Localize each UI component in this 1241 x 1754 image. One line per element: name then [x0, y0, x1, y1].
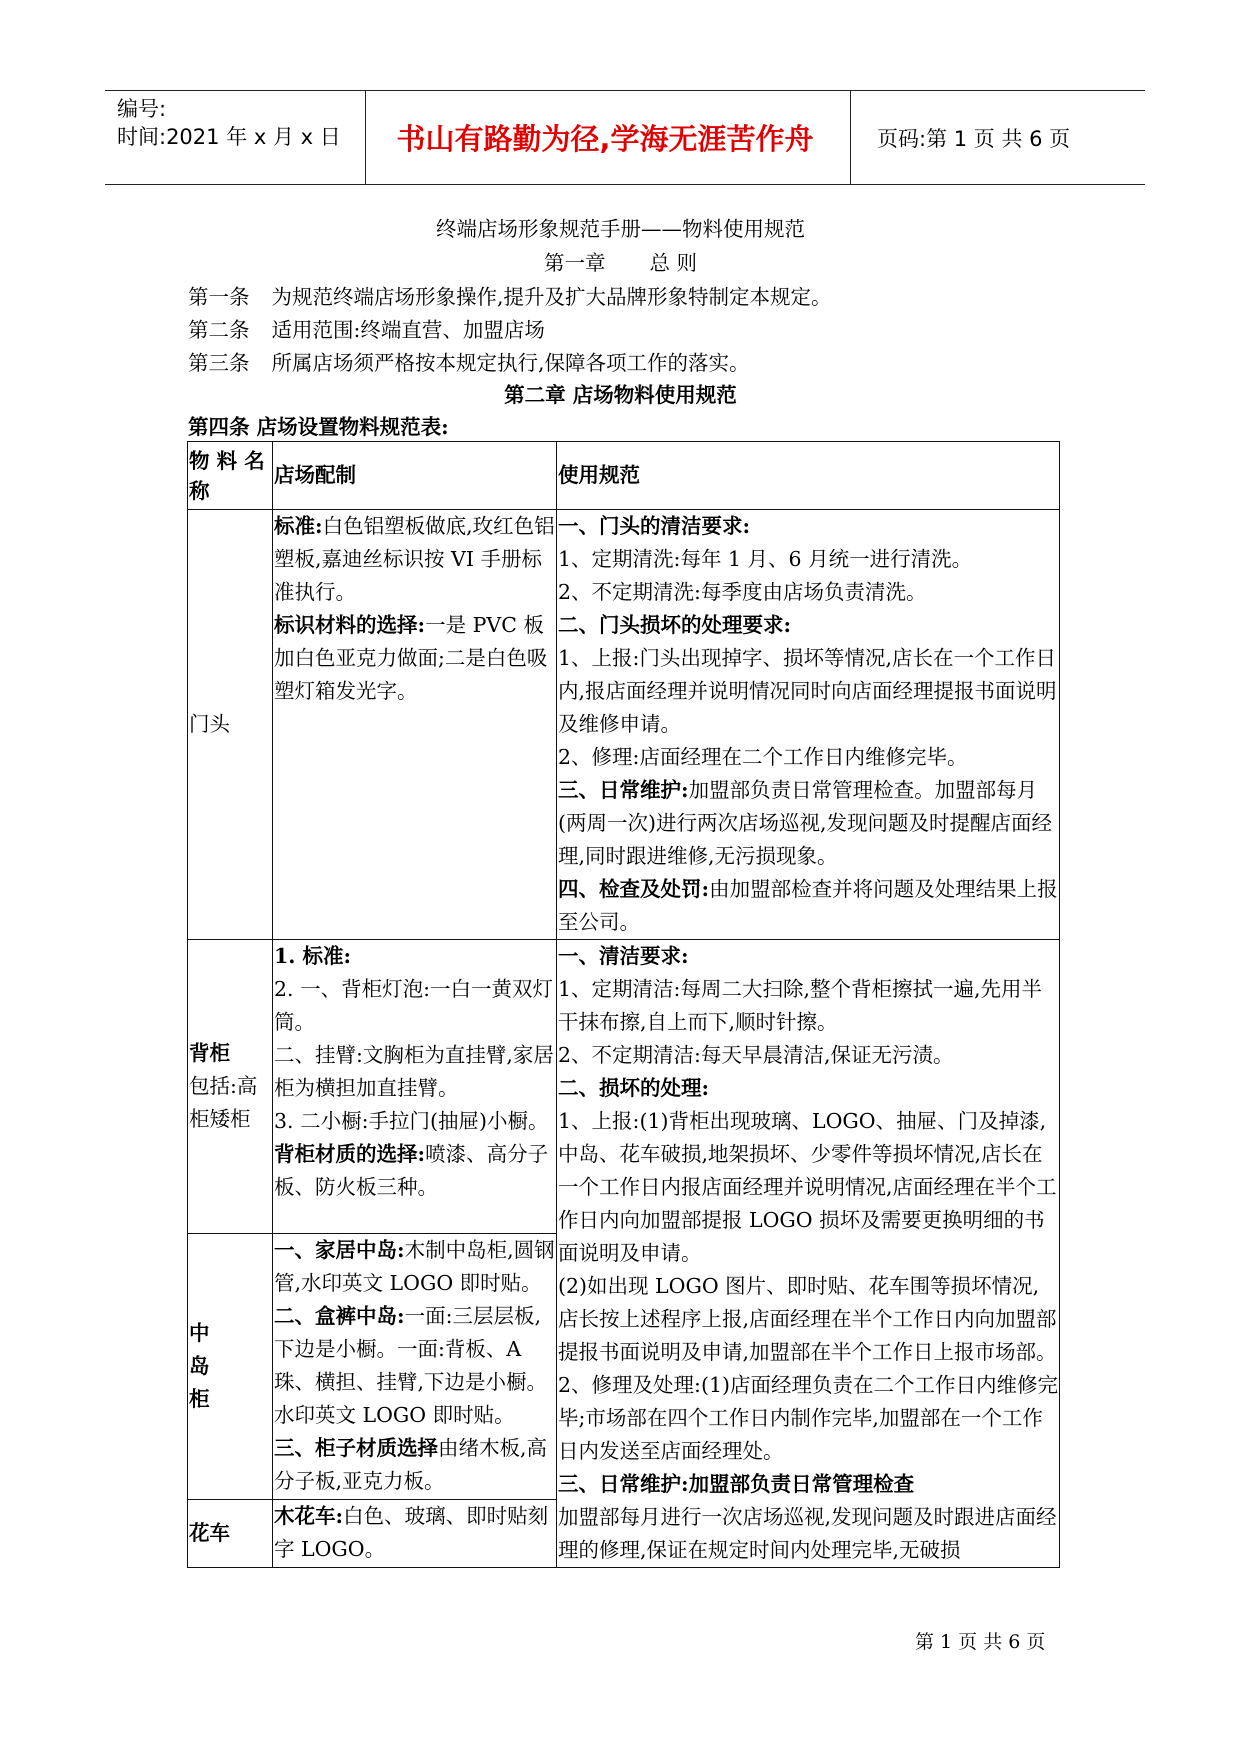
cell-paragraph — [274, 1432, 555, 1498]
article-number: 第三条 — [188, 351, 250, 375]
cell-text: 2、修理及处理:(1)店面经理负责在二个工作日内维修完毕;市场部在四个工作日内制作完毕,加盟部在一个工作日内发送至店面经理处。 — [558, 1373, 1058, 1463]
cell-bold-lead: 二、盒裤中岛: — [274, 1304, 405, 1328]
cell-paragraph — [274, 1234, 555, 1300]
cell-text: 白色铝塑板做底,玫红色铝塑板,嘉迪丝标识按 VI 手册标准执行。 — [274, 514, 555, 604]
cell-paragraph — [558, 642, 1058, 741]
cell-paragraph — [274, 510, 555, 609]
article-1 — [188, 280, 832, 310]
header-motto: 书山有路勤为径,学海无涯苦作舟 — [396, 122, 814, 156]
cell-paragraph — [274, 1039, 555, 1105]
page-header — [105, 90, 1145, 185]
cart-config — [273, 1500, 557, 1568]
cell-paragraph — [558, 973, 1058, 1039]
cabinet-usage — [557, 940, 1060, 1568]
cell-bold-lead: 一、家居中岛: — [274, 1238, 405, 1262]
cell-bold-lead: 1. 标准: — [274, 944, 352, 968]
cell-text: 一面:三层层板,下边是小橱。一面:背板、A 珠、横担、挂臂,下边是小橱。水印英文 LOGO 即时贴。 — [274, 1304, 548, 1427]
chapter1-title: 总 则 — [649, 251, 698, 275]
page-footer: 第 1 页 共 6 页 — [915, 1631, 1046, 1653]
cell-paragraph — [274, 940, 555, 973]
table-header-row — [188, 442, 1060, 510]
cell-paragraph — [558, 609, 1058, 642]
cell-paragraph — [558, 741, 1058, 774]
cell-text: 2. 一、背柜灯泡:一白一黄双灯筒。 — [274, 977, 553, 1034]
cell-text: 喷漆、高分子板、防火板三种。 — [274, 1142, 549, 1199]
cell-bold-lead: 标识材料的选择: — [274, 613, 426, 637]
cell-bold-lead: 三、柜子材质选择 — [274, 1436, 438, 1460]
article-text: 适用范围:终端直营、加盟店场 — [271, 318, 545, 342]
cell-bold-lead: 四、检查及处罚: — [558, 877, 710, 901]
document-title: 终端店场形象规范手册——物料使用规范 — [436, 217, 805, 241]
chapter1-label: 第一章 — [543, 251, 606, 275]
header-usage-spec: 使用规范 — [557, 442, 1060, 510]
cell-text: 1、上报:门头出现掉字、损坏等情况,店长在一个工作日内,报店面经理并说明情况同时向店面经理提报书面说明及维修申请。 — [558, 646, 1057, 736]
cell-paragraph — [274, 1500, 555, 1566]
cell-text: 加盟部每月进行一次店场巡视,发现问题及时跟进店面经理的修理,保证在规定时间内处理完毕,无破损 — [558, 1505, 1057, 1562]
cell-paragraph — [558, 1039, 1058, 1072]
cell-paragraph — [558, 543, 1058, 576]
cell-text: 二、挂臂:文胸柜为直挂臂,家居柜为横担加直挂臂。 — [274, 1043, 554, 1100]
cabinet-name: 背柜 — [189, 1041, 230, 1065]
cell-text: 3. 二小橱:手拉门(抽屉)小橱。 — [274, 1109, 549, 1133]
door-usage — [557, 510, 1060, 940]
article-number: 第二条 — [188, 318, 250, 342]
cell-paragraph — [558, 873, 1058, 939]
article-3 — [188, 346, 750, 376]
door-config — [273, 510, 557, 940]
cell-bold-lead: 标准: — [274, 514, 323, 538]
cell-bold-lead: 背柜材质的选择: — [274, 1142, 426, 1166]
cell-text: 2、不定期清洁:每天早晨清洁,保证无污渍。 — [558, 1043, 954, 1067]
row-name-door: 门头 — [188, 510, 273, 940]
chapter2-heading: 第二章 店场物料使用规范 — [504, 383, 737, 407]
number-label: 编号: — [117, 97, 167, 121]
cell-paragraph — [558, 576, 1058, 609]
cell-text: 1、上报:(1)背柜出现玻璃、LOGO、抽屉、门及掉漆,中岛、花车破损,地架损坏、少零件等损坏情况,店长在一个工作日内报店面经理并说明情况,店面经理在半个工作日内向加盟部提报 LOGO 损坏及需要更换明细的书面说明及申请。 — [558, 1109, 1057, 1265]
chapter1-heading — [0, 246, 1241, 276]
cell-paragraph — [558, 1105, 1058, 1270]
cell-paragraph — [558, 940, 1058, 973]
cell-bold-lead: 二、门头损坏的处理要求: — [558, 613, 792, 637]
island-config — [273, 1234, 557, 1500]
cell-text: 木制中岛柜,圆钢管,水印英文 LOGO 即时贴。 — [274, 1238, 555, 1295]
header-store-config: 店场配制 — [273, 442, 557, 510]
cell-paragraph — [558, 1270, 1058, 1369]
article-text: 所属店场须严格按本规定执行,保障各项工作的落实。 — [271, 351, 750, 375]
cell-text: 由绪木板,高分子板,亚克力板。 — [274, 1436, 548, 1493]
cell-paragraph — [274, 609, 555, 708]
cell-bold-lead: 木花车: — [274, 1504, 344, 1528]
cabinet-name-sub: 包括:高柜矮柜 — [189, 1074, 258, 1131]
row-name-cabinet — [188, 940, 273, 1234]
island-name-char: 柜 — [189, 1387, 210, 1411]
cell-paragraph — [558, 1072, 1058, 1105]
cell-paragraph — [558, 1369, 1058, 1468]
cell-text: 白色、玻璃、即时贴刻字 LOGO。 — [274, 1504, 549, 1561]
header-page-info: 页码:第 1 页 共 6 页 — [877, 127, 1071, 151]
row-name-cart: 花车 — [188, 1500, 273, 1568]
time-label: 时间:2021 年 x 月 x 日 — [117, 125, 341, 149]
cell-text: 2、不定期清洗:每季度由店场负责清洗。 — [558, 580, 927, 604]
article-4: 第四条 店场设置物料规范表: — [188, 415, 449, 439]
header-divider — [850, 91, 851, 184]
table-row-door — [188, 510, 1060, 940]
cell-paragraph — [274, 973, 555, 1039]
cell-text: 一是 PVC 板加白色亚克力做面;二是白色吸塑灯箱发光字。 — [274, 613, 548, 703]
row-name-island — [188, 1234, 273, 1500]
cell-paragraph — [558, 1501, 1058, 1567]
cell-text: 1、定期清洗:每年 1 月、6 月统一进行清洗。 — [558, 547, 973, 571]
cell-bold-lead: 三、日常维护:加盟部负责日常管理检查 — [558, 1472, 915, 1496]
article-2 — [188, 313, 545, 343]
header-meta — [117, 95, 341, 151]
article-text: 为规范终端店场形象操作,提升及扩大品牌形象特制定本规定。 — [271, 285, 832, 309]
cell-text: 由加盟部检查并将问题及处理结果上报至公司。 — [558, 877, 1058, 934]
cell-paragraph — [558, 510, 1058, 543]
cell-paragraph — [274, 1300, 555, 1432]
cell-bold-lead: 一、门头的清洁要求: — [558, 514, 751, 538]
cell-paragraph — [274, 1105, 555, 1138]
cell-paragraph — [558, 774, 1058, 873]
header-material-name: 物 料 名称 — [188, 442, 273, 510]
materials-spec-table — [187, 441, 1060, 1568]
cell-paragraph — [558, 1468, 1058, 1501]
island-name-char: 中 — [189, 1321, 210, 1345]
island-name-char: 岛 — [189, 1354, 210, 1378]
cell-text: (2)如出现 LOGO 图片、即时贴、花车围等损坏情况,店长按上述程序上报,店面经理在半个工作日内向加盟部提报书面说明及申请,加盟部在半个工作日上报市场部。 — [558, 1274, 1057, 1364]
cell-text: 加盟部负责日常管理检查。加盟部每月(两周一次)进行两次店场巡视,发现问题及时提醒店面经理,同时跟进维修,无污损现象。 — [558, 778, 1053, 868]
cell-paragraph — [274, 1138, 555, 1204]
cell-text: 2、修理:店面经理在二个工作日内维修完毕。 — [558, 745, 968, 769]
article-number: 第一条 — [188, 285, 250, 309]
table-row-cabinet — [188, 940, 1060, 1234]
cell-bold-lead: 一、清洁要求: — [558, 944, 689, 968]
cell-bold-lead: 三、日常维护: — [558, 778, 689, 802]
cell-text: 1、定期清洁:每周二大扫除,整个背柜擦拭一遍,先用半干抹布擦,自上而下,顺时针擦。 — [558, 977, 1042, 1034]
cabinet-config — [273, 940, 557, 1234]
cell-bold-lead: 二、损坏的处理: — [558, 1076, 710, 1100]
